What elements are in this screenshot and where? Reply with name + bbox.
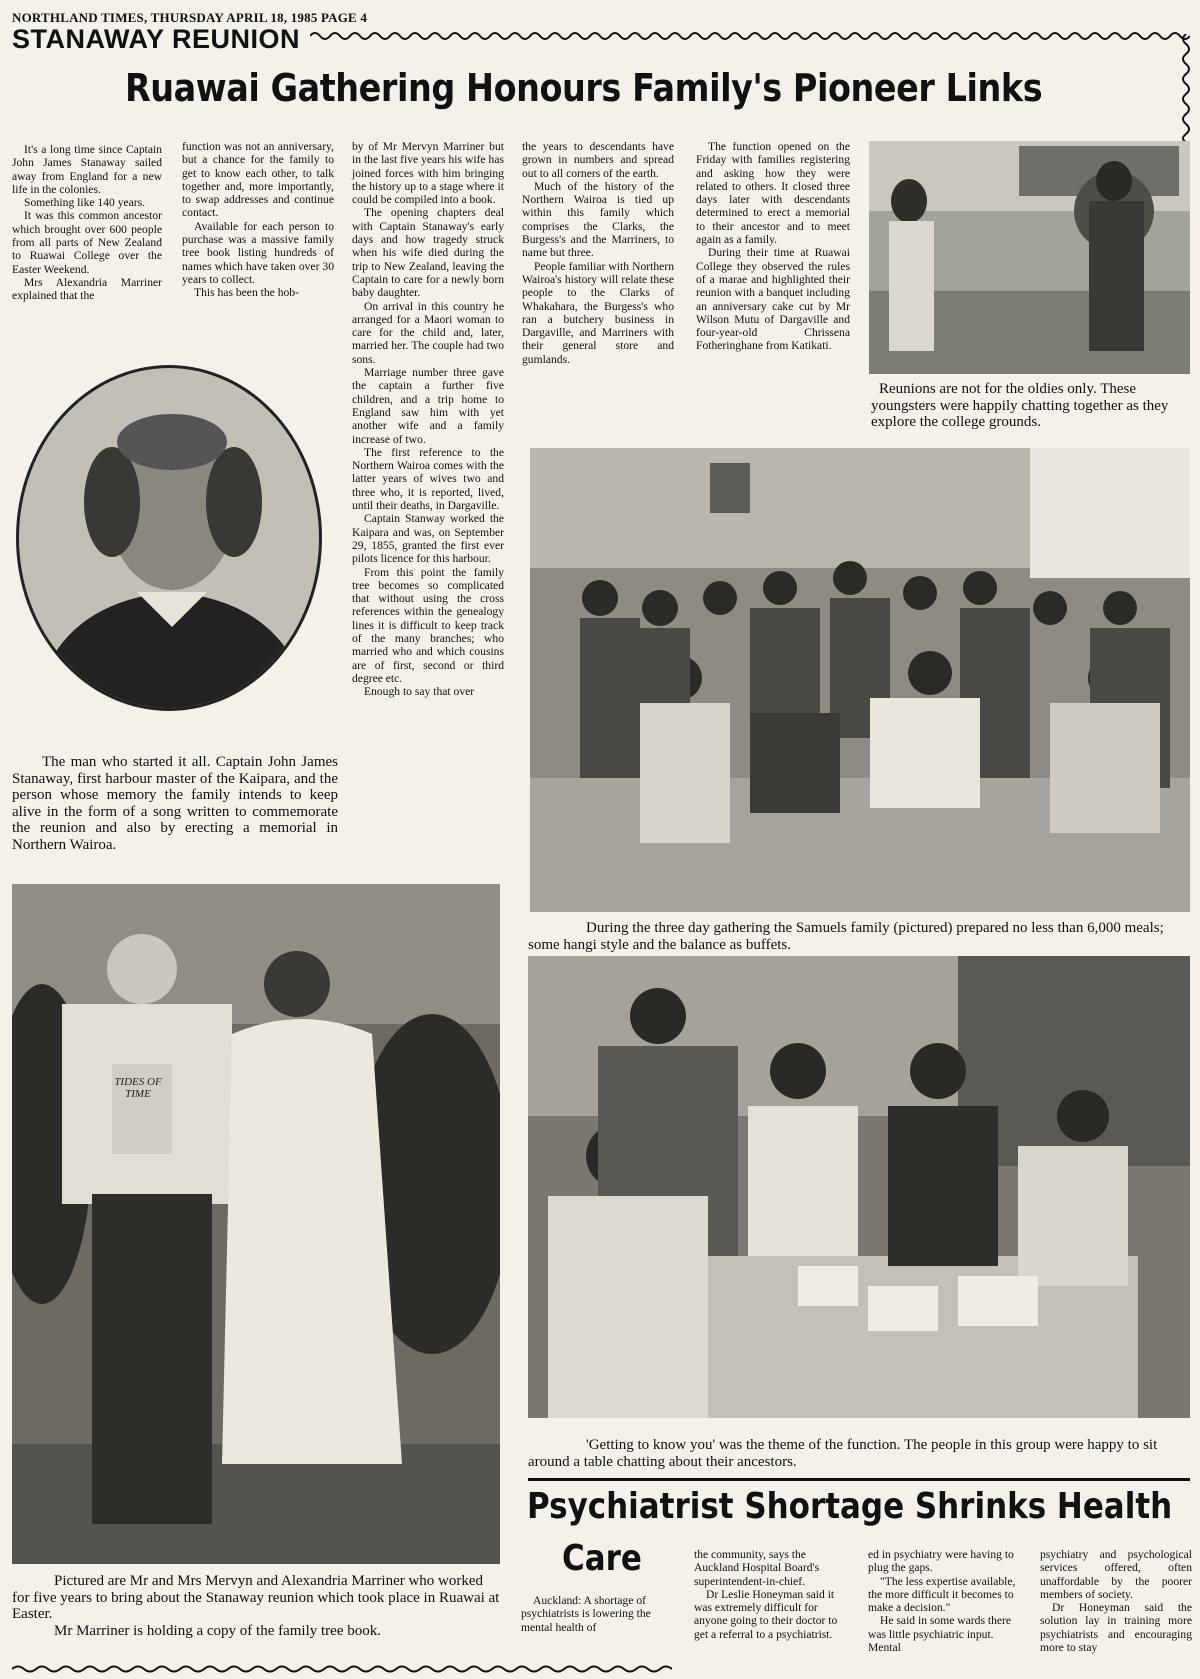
paragraph: The function opened on the Friday with families registering and asking how they were related to others. It closed three days later with descendants determined to erect a memorial to their ancestor and to meet again as a family. — [696, 140, 850, 247]
photo-marriner-couple — [12, 884, 500, 1564]
zigzag-border-bottom — [12, 1659, 672, 1669]
paragraph: "The less expertise available, the more difficult it becomes to make a decision." — [868, 1574, 1016, 1615]
article-col-1 — [12, 143, 162, 303]
paragraph: From this point the family tree becomes so complicated that without using the cross references within the genealogy lines it is difficult to keep track of the many branches; who married who and which cousins are of first, second or third degree etc. — [352, 565, 504, 685]
caption-couple-line-2: Mr Marriner is holding a copy of the family tree book. — [54, 1622, 381, 1639]
section-title: STANAWAY REUNION — [12, 24, 301, 54]
paragraph: psychiatry and psychological services offered, often unaffordable by the poorer members of society. — [1040, 1548, 1192, 1601]
paragraph: ed in psychiatry were having to plug the gaps. — [868, 1548, 1014, 1575]
book-cover-label: TIDES OF TIME — [114, 1076, 162, 1100]
masthead: NORTHLAND TIMES, THURSDAY APRIL 18, 1985 PAGE 4 — [12, 10, 368, 25]
psychiatrist-headline-line-1: Psychiatrist Shortage Shrinks Health — [527, 1486, 1173, 1527]
paragraph: This has been the hob- — [194, 286, 299, 300]
caption-children: Reunions are not for the oldies only. These youngsters were happily chatting together as they explore the college grounds. — [871, 381, 1169, 430]
psychiatrist-col-3 — [868, 1548, 1024, 1654]
caption-samuels: During the three day gathering the Samuels family (pictured) prepared no less than 6,000 meals; some hangi style and the balance as buffets. — [528, 920, 1164, 953]
paragraph: Marriage number three gave the captain a further five children, and a trip home to England saw him with yet another wife and a family increase of two. — [352, 366, 504, 446]
paragraph: It's a long time since Captain John James Stanaway sailed away from England for a new life in the colonies. — [12, 143, 162, 196]
psychiatrist-col-2 — [694, 1548, 850, 1641]
photo-table-group — [528, 956, 1190, 1418]
paragraph: Available for each person to purchase was a massive family tree book listing hundreds of names which have taken over 30 years to collect. — [182, 219, 334, 286]
paragraph: On arrival in this country he arranged for a Maori woman to care for the child and, later, married her. The couple had two sons. — [352, 299, 504, 366]
caption-couple — [12, 1573, 500, 1639]
headline: Ruawai Gathering Honours Family's Pioneer Links — [125, 66, 1043, 110]
caption-couple-line-1: Pictured are Mr and Mrs Mervyn and Alexandria Marriner who worked for five years to bring about the Stanaway reunion which took place in Ruawai at Easter. — [12, 1573, 500, 1622]
psychiatrist-col-4 — [1040, 1548, 1192, 1654]
paragraph: Mrs Alexandria Marriner explained that the — [12, 275, 162, 303]
caption-table-group: 'Getting to know you' was the theme of the function. The people in this group were happy to sit around a table chatting about their ancestors. — [528, 1437, 1158, 1470]
article-col-4 — [522, 140, 674, 366]
portrait-captain — [12, 362, 327, 714]
paragraph: It was this common ancestor which brought over 600 people from all parts of New Zealand to Ruawai College over the Easter Weekend. — [12, 209, 162, 276]
psychiatrist-col-1 — [521, 1594, 673, 1634]
article-divider-rule — [528, 1478, 1190, 1481]
caption-portrait: The man who started it all. Captain John James Stanaway, first harbour master of the Kaipara, and the person whose memory the family intends to keep alive in the form of a song written to commemorate the reunion and also by erecting a memorial in Northern Wairoa. — [12, 754, 338, 853]
photo-samuels-family — [530, 448, 1190, 912]
paragraph: Something like 140 years. — [24, 196, 146, 210]
paragraph: People familiar with Northern Wairoa's history will relate these people to the Clarks of Whakahara, the Burgess's who ran a butchery business in Dargaville, and Marriners with their general store and gumlands. — [522, 259, 674, 366]
zigzag-border-right — [1180, 34, 1192, 142]
article-col-3 — [352, 140, 504, 698]
paragraph: Auckland: A shortage of psychiatrists is lowering the mental health of — [521, 1594, 651, 1634]
paragraph: the years to descendants have grown in numbers and spread out to all corners of the earth. — [522, 140, 674, 180]
paragraph: function was not an anniversary, but a chance for the family to get to know each other, to talk together and, more importantly, to swap addresses and continue contact. — [182, 140, 334, 220]
paragraph: Captain Stanway worked the Kaipara and was, on September 29, 1855, granted the first ever pilots licence for this harbour. — [352, 512, 504, 566]
paragraph: Enough to say that over — [364, 685, 475, 699]
paragraph: The first reference to the Northern Wairoa comes with the latter years of wives two and three who, it is reported, lived, until their deaths, in Dargaville. — [352, 445, 504, 513]
photo-children — [869, 141, 1190, 374]
paragraph: Dr Leslie Honeyman said it was extremely difficult for anyone going to their doctor to get a referral to a psychiatrist. — [694, 1587, 838, 1641]
paragraph: Much of the history of the Northern Wairoa is tied up within this family which comprises the Clarks, the Burgess's and the Marriners, to name but three. — [522, 179, 674, 260]
paragraph: The opening chapters deal with Captain Stanaway's early days and how tragedy struck when his wife died during the trip to New Zealand, leaving the Captain to care for a newly born baby daughter. — [352, 206, 504, 300]
paragraph: During their time at Ruawai College they observed the rules of a marae and highlighted their reunion with a banquet including an anniversary cake cut by Mr Wilson Mutu of Dargaville and four-year-old Chrissena Fotheringhane from Katikati. — [696, 246, 850, 353]
paragraph: by of Mr Mervyn Marriner but in the last five years his wife has joined forces with him bringing the history up to a stage where it could be compiled into a book. — [352, 140, 504, 207]
psychiatrist-headline-line-2: Care — [562, 1538, 642, 1579]
paragraph: He said in some wards there was little psychiatric input. Mental — [868, 1614, 1012, 1655]
paragraph: Dr Honeyman said the solution lay in training more psychiatrists and encouraging more to stay — [1040, 1601, 1192, 1655]
paragraph: the community, says the Auckland Hospital Board's superintendent-in-chief. — [694, 1548, 820, 1588]
article-col-2 — [182, 140, 334, 300]
article-col-5 — [696, 140, 850, 353]
zigzag-border-top — [310, 27, 1190, 39]
